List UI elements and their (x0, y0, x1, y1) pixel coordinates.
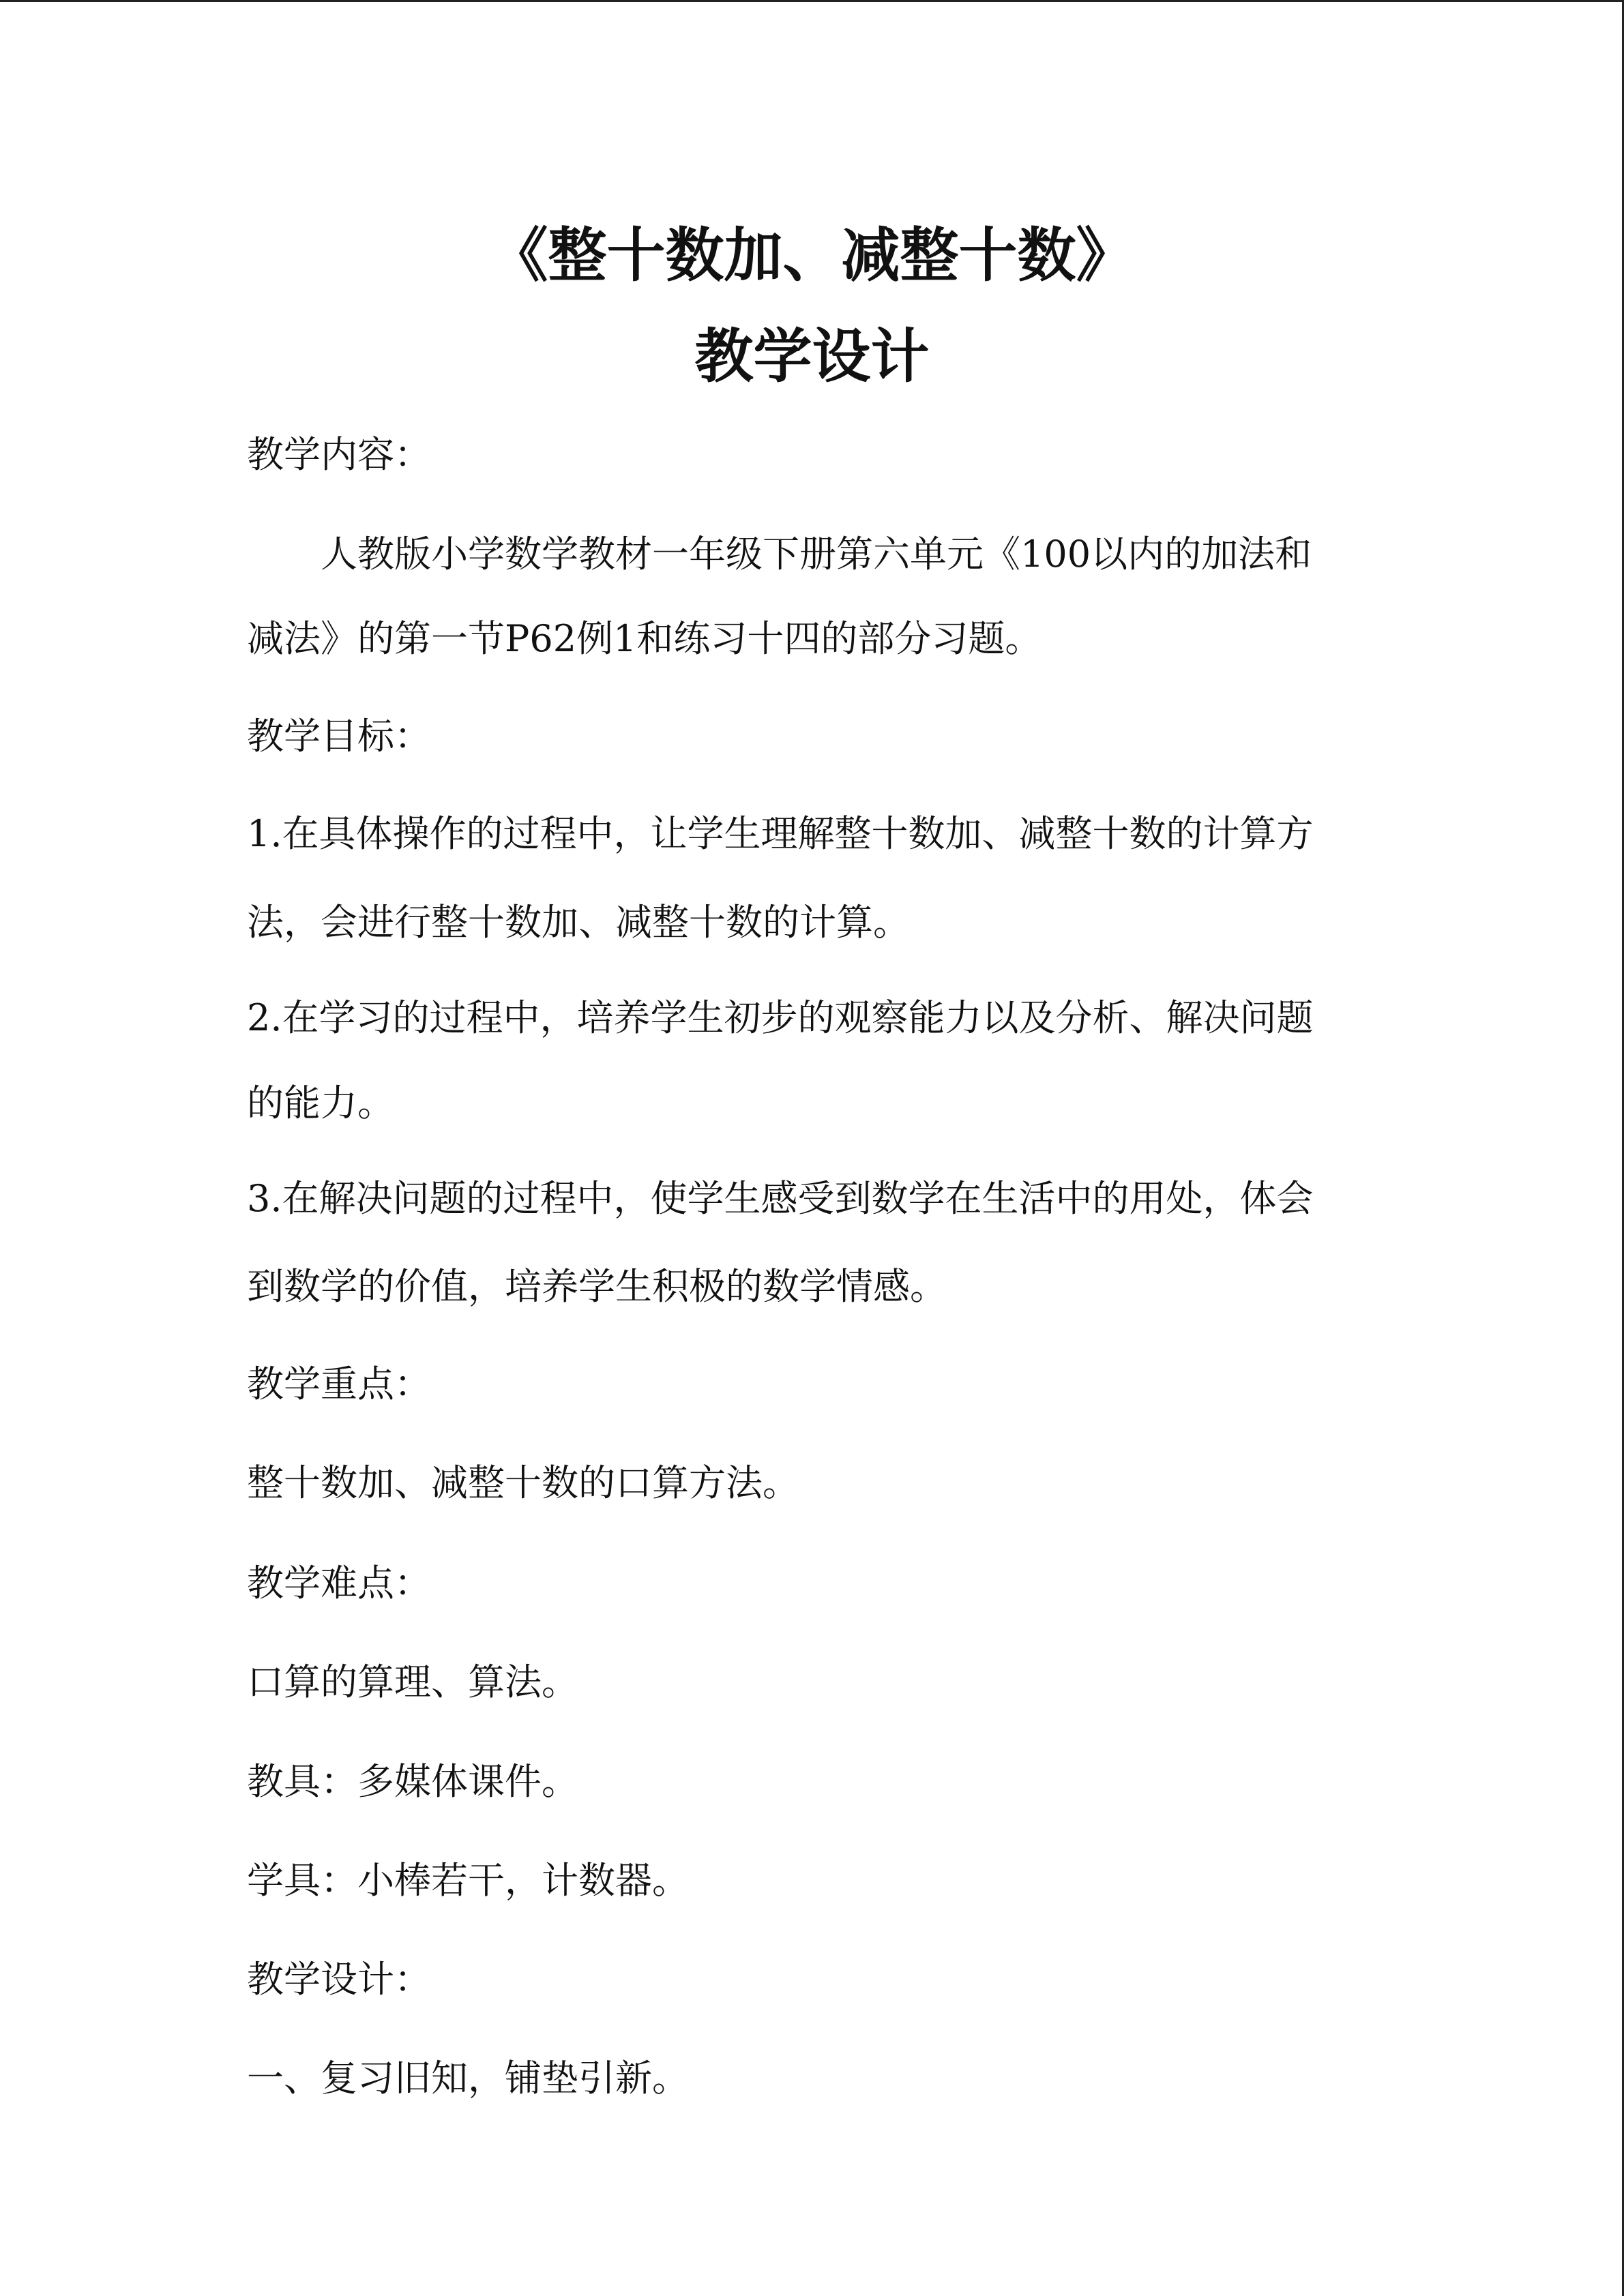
document-title: 《整十数加、减整十数》 (489, 221, 1135, 290)
learning-aids-line: 学具：小棒若干，计数器。 (247, 1859, 689, 1902)
teaching-aids-line: 教具：多媒体课件。 (247, 1760, 578, 1803)
section-heading-objectives: 教学目标： (247, 715, 431, 758)
section-heading-step-one: 一、复习旧知，铺垫引新。 (247, 2057, 689, 2100)
paragraph-line: 1.在具体操作的过程中，让学生理解整十数加、减整十数的计算方 (247, 812, 1314, 855)
paragraph-line: 整十数加、减整十数的口算方法。 (247, 1461, 799, 1504)
section-heading-difficulties: 教学难点： (247, 1562, 431, 1605)
paragraph-line: 的能力。 (247, 1082, 394, 1124)
paragraph-line: 2.在学习的过程中，培养学生初步的观察能力以及分析、解决问题 (247, 996, 1314, 1039)
section-heading-content: 教学内容： (247, 433, 431, 476)
document-subtitle: 教学设计 (694, 322, 930, 391)
section-heading-key-points: 教学重点： (247, 1362, 431, 1405)
paragraph-line: 人教版小学数学教材一年级下册第六单元《100以内的加法和 (321, 533, 1312, 576)
paragraph-line: 口算的算理、算法。 (247, 1660, 578, 1703)
section-heading-design: 教学设计： (247, 1958, 431, 2001)
paragraph-line: 到数学的价值，培养学生积极的数学情感。 (247, 1265, 947, 1308)
paragraph-line: 法，会进行整十数加、减整十数的计算。 (247, 901, 910, 944)
paragraph-line: 减法》的第一节P62例1和练习十四的部分习题。 (247, 617, 1042, 660)
paragraph-line: 3.在解决问题的过程中，使学生感受到数学在生活中的用处，体会 (247, 1177, 1314, 1220)
